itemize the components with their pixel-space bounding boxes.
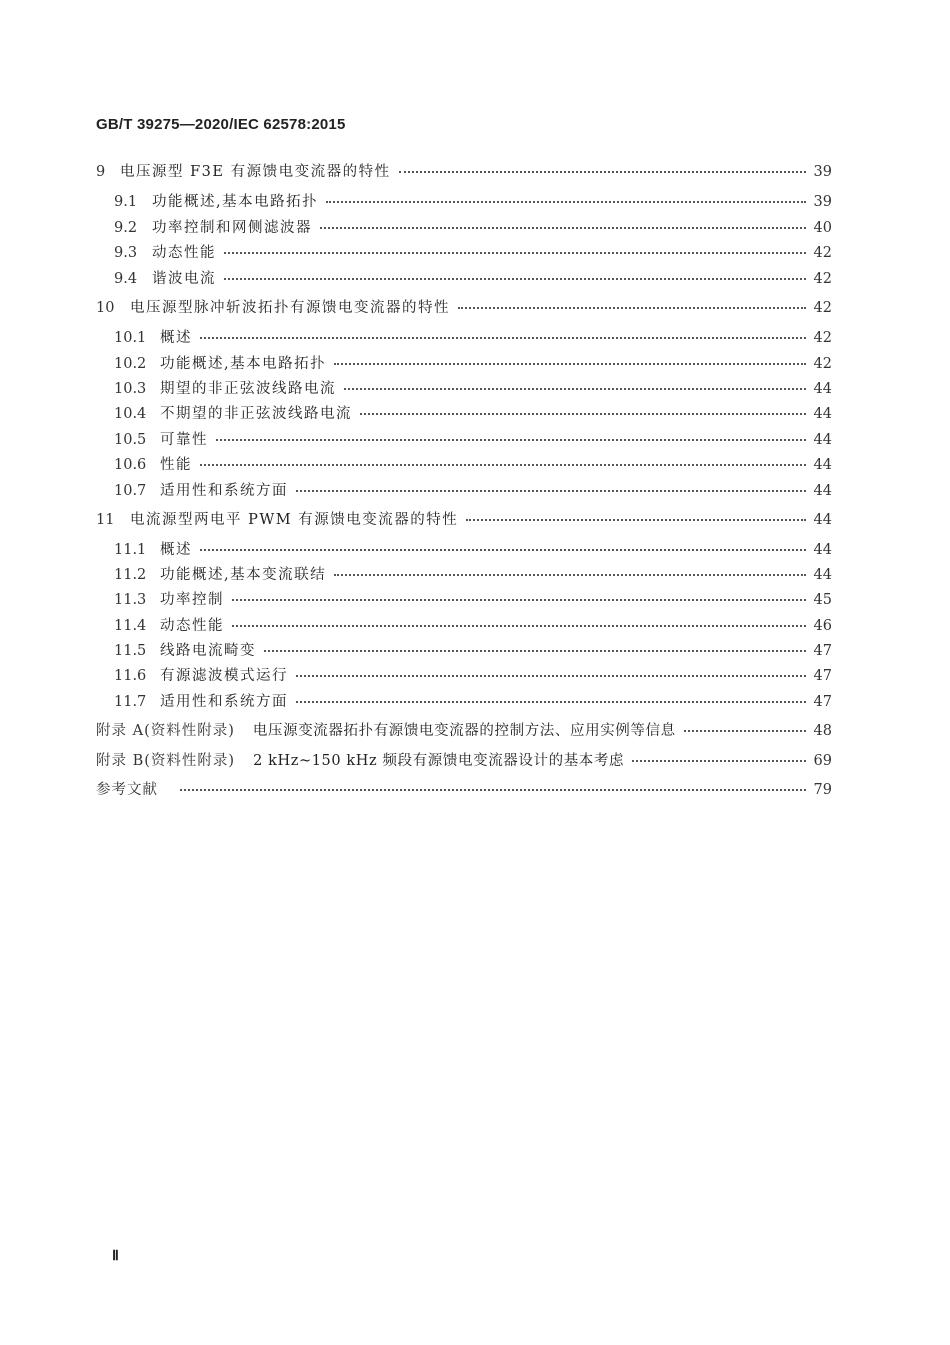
toc-dot-leader: [232, 598, 806, 601]
toc-dot-leader: [399, 170, 806, 173]
toc-entry[interactable]: [114, 664, 832, 686]
toc-entry[interactable]: [114, 190, 832, 212]
toc-entry[interactable]: [96, 508, 832, 530]
toc-entry-title: 概述: [160, 542, 192, 558]
toc-entry[interactable]: [114, 352, 832, 374]
toc-entry-title: 适用性和系统方面: [160, 483, 288, 499]
toc-entry[interactable]: [114, 267, 832, 289]
toc-entry-page: 42: [813, 271, 832, 287]
toc-entry-number: 11.1: [114, 542, 147, 558]
toc-entry-page: 47: [813, 643, 832, 659]
toc-dot-leader: [200, 548, 806, 551]
toc-entry-number: 9.4: [114, 271, 138, 287]
toc-entry[interactable]: [114, 377, 832, 399]
toc-entry-number: 10.2: [114, 356, 147, 372]
toc-entry-page: 44: [813, 567, 832, 583]
toc-entry-page: 47: [813, 668, 832, 684]
toc-entry[interactable]: [114, 453, 832, 475]
toc-dot-leader: [216, 438, 806, 441]
toc-entry-page: 46: [813, 618, 832, 634]
toc-entry-title: 功率控制和网侧滤波器: [152, 220, 312, 236]
toc-entry-title: 电压源型脉冲斩波拓扑有源馈电变流器的特性: [130, 300, 450, 316]
toc-entry[interactable]: [114, 588, 832, 610]
toc-dot-leader: [180, 788, 806, 791]
toc-entry-page: 44: [813, 432, 832, 448]
toc-entry-title: 概述: [160, 330, 192, 346]
toc-dot-leader: [360, 412, 806, 415]
toc-dot-leader: [296, 674, 806, 677]
toc-entry-page: 44: [813, 406, 832, 422]
toc-entry-number: 10.1: [114, 330, 147, 346]
toc-entry-title: 适用性和系统方面: [160, 694, 288, 710]
toc-dot-leader: [344, 387, 806, 390]
toc-entry-page: 42: [813, 356, 832, 372]
toc-dot-leader: [632, 759, 806, 762]
toc-entry-title: 电压源型 F3E 有源馈电变流器的特性: [120, 164, 391, 180]
toc-entry[interactable]: [114, 563, 832, 585]
toc-entry-title: 2 kHz~150 kHz 频段有源馈电变流器设计的基本考虑: [253, 753, 625, 769]
toc-entry[interactable]: [114, 639, 832, 661]
toc-entry-number: 11.3: [114, 592, 147, 608]
toc-entry-title: 功能概述,基本变流联结: [160, 567, 327, 583]
toc-dot-leader: [326, 200, 806, 203]
toc-entry-page: 44: [813, 512, 832, 528]
toc-dot-leader: [200, 336, 806, 339]
toc-dot-leader: [320, 226, 806, 229]
toc-entry-page: 44: [813, 457, 832, 473]
toc-entry-page: 47: [813, 694, 832, 710]
toc-entry-number: 11: [96, 512, 115, 528]
toc-dot-leader: [466, 518, 806, 521]
toc-entry[interactable]: [114, 428, 832, 450]
toc-entry-title: 动态性能: [160, 618, 224, 634]
page-number: Ⅱ: [112, 1249, 119, 1264]
toc-entry-page: 42: [813, 330, 832, 346]
toc-dot-leader: [296, 489, 806, 492]
toc-entry[interactable]: [114, 402, 832, 424]
toc-entry-title: 性能: [160, 457, 192, 473]
toc-entry-number: 10: [96, 300, 115, 316]
toc-entry-number: 10.4: [114, 406, 147, 422]
toc-entry-number: 11.5: [114, 643, 147, 659]
toc-entry-number: 11.7: [114, 694, 147, 710]
toc-entry-number: 参考文献: [96, 782, 158, 798]
toc-dot-leader: [224, 251, 806, 254]
toc-entry[interactable]: [114, 538, 832, 560]
toc-entry-title: 功率控制: [160, 592, 224, 608]
toc-entry[interactable]: [96, 296, 832, 318]
toc-entry-title: 电压源变流器拓扑有源馈电变流器的控制方法、应用实例等信息: [252, 723, 676, 739]
toc-entry-title: 功能概述,基本电路拓扑: [152, 194, 319, 210]
toc-entry-number: 9.3: [114, 245, 138, 261]
toc-entry-number: 9: [96, 164, 106, 180]
toc-entry-number: 10.3: [114, 381, 147, 397]
toc-entry-page: 39: [813, 194, 832, 210]
toc-dot-leader: [334, 573, 806, 576]
toc-entry-page: 44: [813, 483, 832, 499]
toc-entry[interactable]: [96, 749, 832, 771]
toc-entry[interactable]: [114, 614, 832, 636]
toc-entry-page: 48: [813, 723, 832, 739]
toc-entry-number: 附录 B(资料性附录): [96, 753, 236, 769]
toc-dot-leader: [264, 649, 806, 652]
toc-entry-number: 10.6: [114, 457, 147, 473]
toc-entry-title: 不期望的非正弦波线路电流: [160, 406, 352, 422]
toc-dot-leader: [458, 306, 806, 309]
toc-entry[interactable]: [114, 326, 832, 348]
toc-entry-number: 10.7: [114, 483, 147, 499]
toc-entry-number: 10.5: [114, 432, 147, 448]
toc-entry-number: 11.2: [114, 567, 147, 583]
toc-entry-number: 9.2: [114, 220, 138, 236]
toc-entry-page: 39: [813, 164, 832, 180]
toc-entry-number: 9.1: [114, 194, 138, 210]
toc-entry[interactable]: [114, 479, 832, 501]
toc-entry-page: 79: [813, 782, 832, 798]
toc-entry-title: 线路电流畸变: [160, 643, 256, 659]
toc-entry-title: 功能概述,基本电路拓扑: [160, 356, 327, 372]
toc-entry[interactable]: [114, 216, 832, 238]
toc-entry-title: 动态性能: [152, 245, 216, 261]
toc-entry-title: 期望的非正弦波线路电流: [160, 381, 336, 397]
toc-dot-leader: [684, 729, 806, 732]
toc-entry-number: 11.6: [114, 668, 147, 684]
toc-entry-title: 可靠性: [160, 432, 208, 448]
toc-entry-page: 44: [813, 381, 832, 397]
toc-dot-leader: [200, 463, 806, 466]
toc-dot-leader: [296, 700, 806, 703]
toc-entry[interactable]: [114, 690, 832, 712]
toc-entry-number: 附录 A(资料性附录): [96, 723, 235, 739]
toc-dot-leader: [224, 277, 806, 280]
toc-entry-page: 44: [813, 542, 832, 558]
toc-entry[interactable]: [96, 719, 832, 741]
toc-entry-title: 有源滤波模式运行: [160, 668, 288, 684]
toc-entry-title: 谐波电流: [152, 271, 216, 287]
toc-entry[interactable]: [114, 241, 832, 263]
toc-dot-leader: [334, 362, 806, 365]
toc-dot-leader: [232, 624, 806, 627]
toc-entry[interactable]: [96, 160, 832, 182]
toc-entry-number: 11.4: [114, 618, 147, 634]
toc-entry-page: 40: [813, 220, 832, 236]
toc-entry-page: 42: [813, 245, 832, 261]
toc-entry-page: 45: [813, 592, 832, 608]
toc-entry[interactable]: [96, 778, 832, 800]
standard-number: GB/T 39275—2020/IEC 62578:2015: [96, 116, 346, 133]
toc-entry-title: 电流源型两电平 PWM 有源馈电变流器的特性: [130, 512, 459, 528]
toc-entry-page: 69: [813, 753, 832, 769]
toc-entry-page: 42: [813, 300, 832, 316]
